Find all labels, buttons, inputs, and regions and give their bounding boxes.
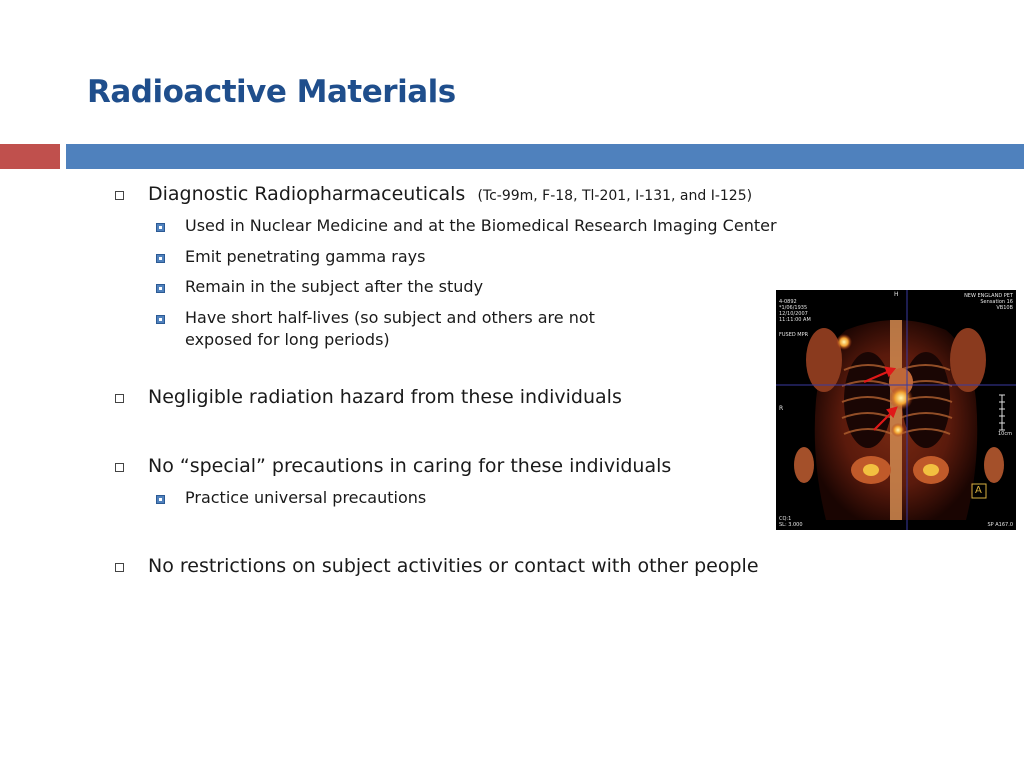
sub-bullet-remain-in-subject: Remain in the subject after the study: [185, 277, 484, 296]
sub-bullet-icon: [156, 223, 165, 232]
sub-bullet-icon: [156, 284, 165, 293]
bullet-text: Diagnostic Radiopharmaceuticals: [148, 183, 466, 205]
scan-site-info: NEW ENGLAND PET Sensation 16 VB10B: [964, 293, 1013, 311]
bullet-square-icon: [115, 394, 124, 403]
sub-bullet-nuclear-medicine: Used in Nuclear Medicine and at the Biomedical Research Imaging Center: [185, 216, 777, 235]
title-accent-bar-red: [0, 144, 60, 169]
pet-ct-scan-image: [776, 290, 1016, 530]
bullet-square-icon: [115, 563, 124, 572]
scan-scale-label: 10cm: [998, 431, 1012, 437]
slide-title: Radioactive Materials: [87, 74, 456, 110]
scan-patient-info: 4-0892 *1/06/1935 12/10/2007 11:11:00 AM: [779, 299, 811, 323]
bullet-diagnostic-radiopharmaceuticals: [148, 183, 752, 205]
scan-orientation-left: R: [779, 405, 784, 412]
scan-letter-box: A: [975, 485, 982, 496]
sub-bullet-icon: [156, 254, 165, 263]
bullet-negligible-hazard: Negligible radiation hazard from these individuals: [148, 386, 622, 408]
bullet-no-special-precautions: No “special” precautions in caring for these individuals: [148, 455, 672, 477]
sub-bullet-universal-precautions: Practice universal precautions: [185, 488, 427, 507]
title-accent-bar-blue: [66, 144, 1024, 169]
sub-bullet-icon: [156, 495, 165, 504]
bullet-square-icon: [115, 463, 124, 472]
sub-bullet-half-lives: Have short half-lives (so subject and others are not: [185, 308, 595, 327]
bullet-square-icon: [115, 191, 124, 200]
scan-fused-label: FUSED MPR: [779, 332, 809, 338]
scan-acquisition-info: CQ:1 SL: 3.000: [779, 516, 803, 528]
scan-position-info: SP A167.0: [987, 522, 1013, 528]
sub-bullet-icon: [156, 315, 165, 324]
sub-bullet-gamma-rays: Emit penetrating gamma rays: [185, 247, 426, 266]
isotope-list: (Tc-99m, F-18, Tl-201, I-131, and I-125): [477, 188, 753, 204]
bullet-no-restrictions: No restrictions on subject activities or contact with other people: [148, 555, 759, 577]
sub-bullet-half-lives-continued: exposed for long periods): [185, 330, 390, 349]
scan-orientation-top: H: [894, 291, 899, 298]
